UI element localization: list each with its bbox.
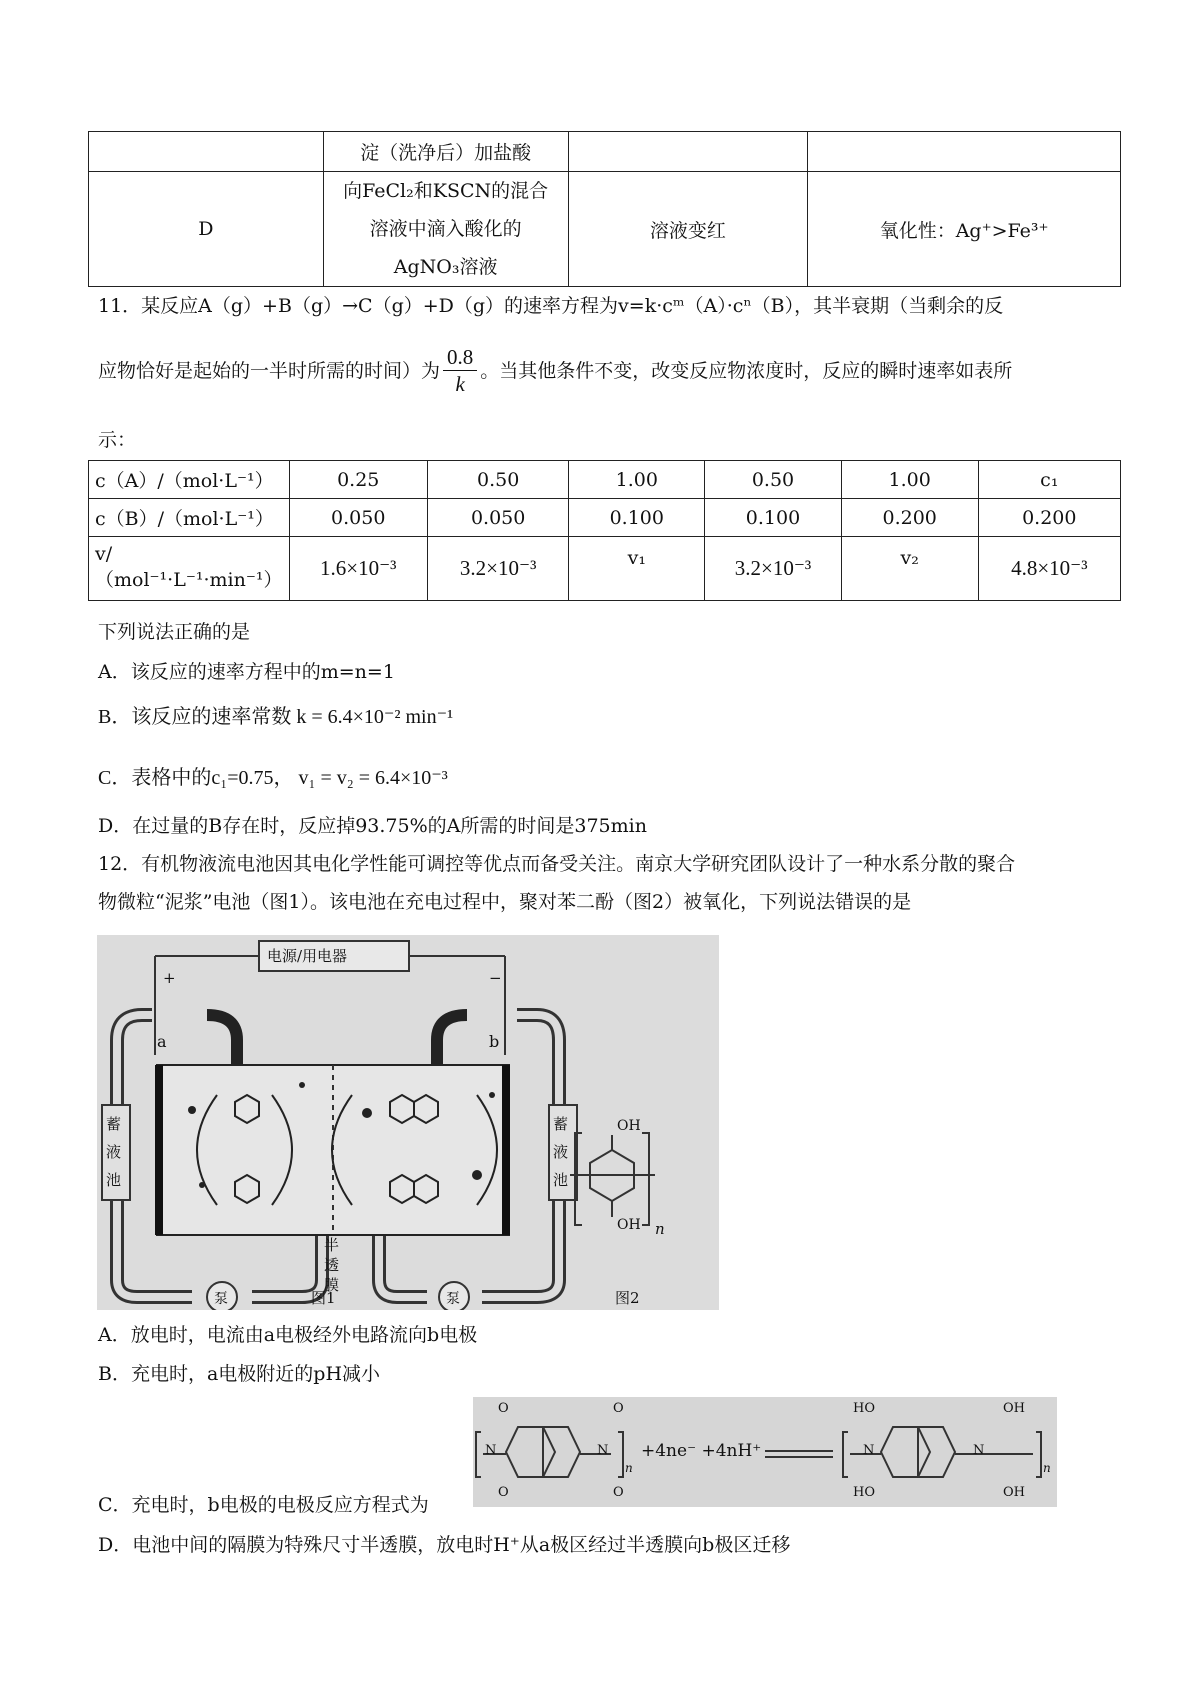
half-life-fraction [443, 346, 477, 395]
eq-n-atom-left-2: N [863, 1443, 875, 1458]
eq-oh-1: OH [1003, 1401, 1025, 1416]
eq-o-1: O [498, 1401, 509, 1416]
fraction-numerator: 0.8 [443, 346, 477, 370]
table-cell: 0.200 [841, 499, 978, 537]
q12-option-d: D．电池中间的隔膜为特殊尺寸半透膜，放电时H⁺从a极区经过半透膜向b极区迁移 [98, 1534, 791, 1556]
phenomenon-cell: 溶液变红 [568, 172, 808, 287]
pump-right-label: 泵 [446, 1291, 460, 1307]
table-cell: v₁ [569, 537, 705, 601]
table-cell: 0.50 [427, 461, 568, 499]
tank-left-label: 蓄液池 [106, 1115, 122, 1189]
eq-reagents: +4ne⁻ +4nH⁺ [641, 1441, 762, 1461]
eq-n-atom-left: N [485, 1443, 497, 1458]
eq-o-3: O [498, 1485, 509, 1500]
table-cell: 1.00 [569, 461, 705, 499]
table-cell [568, 132, 808, 172]
q11-line2-post: 。当其他条件不变，改变反应物浓度时，反应的瞬时速率如表所 [480, 360, 1013, 382]
tank-right-label: 蓄液池 [553, 1115, 569, 1189]
table-cell: 0.25 [289, 461, 427, 499]
q11-option-c: C．表格中的c₁=0.75， v₁ = v₂ = 6.4×10⁻³ [98, 767, 448, 789]
row-label: D [89, 172, 324, 287]
table-cell: 0.100 [569, 499, 705, 537]
equation-diagram [473, 1397, 1057, 1507]
eq-n-atom-right-2: N [973, 1443, 985, 1458]
q12-line2: 物微粒“泥浆”电池（图1）。该电池在充电过程中，聚对苯二酚（图2）被氧化，下列说法错误的是 [98, 891, 912, 913]
eq-o-4: O [613, 1485, 624, 1500]
eq-ho-1: HO [853, 1401, 875, 1416]
table-row [89, 461, 1121, 499]
table-cell: 1.6×10⁻³ [289, 537, 427, 601]
electrode-a-label: a [157, 1032, 167, 1051]
table-cell: 1.00 [841, 461, 978, 499]
q11-prompt: 下列说法正确的是 [98, 621, 251, 643]
q12-option-c: C．充电时，b电极的电极反应方程式为 [98, 1494, 429, 1516]
fig2-caption: 图2 [615, 1289, 640, 1307]
table-cell: c₁ [978, 461, 1120, 499]
table-cell: 0.100 [705, 499, 842, 537]
electrode-equation-figure [473, 1397, 1057, 1507]
battery-figure [97, 935, 719, 1310]
row-label: v/（mol⁻¹·L⁻¹·min⁻¹） [89, 537, 290, 601]
table-row [89, 132, 1121, 172]
row-label: c（B）/（mol·L⁻¹） [89, 499, 290, 537]
fig1-caption: 图1 [311, 1289, 336, 1307]
eq-ho-2: HO [853, 1485, 875, 1500]
table-cell: 0.200 [978, 499, 1120, 537]
membrane-label: 半透膜 [324, 1236, 340, 1294]
table-cell: 淀（洗净后）加盐酸 [323, 132, 568, 172]
table-cell: 0.50 [705, 461, 842, 499]
minus-terminal: − [489, 969, 502, 987]
plus-terminal: + [163, 969, 176, 987]
operation-line: 向FeCl₂和KSCN的混合 [343, 180, 549, 202]
table-cell: 3.2×10⁻³ [427, 537, 568, 601]
fig2-n: n [655, 1220, 665, 1238]
conclusion-cell: 氧化性：Ag⁺>Fe³⁺ [808, 172, 1121, 287]
eq-n-right: n [1043, 1461, 1051, 1475]
table-row [89, 499, 1121, 537]
fig2-oh-bottom: OH [617, 1217, 641, 1233]
table-row [89, 537, 1121, 601]
fig2-oh-top: OH [617, 1118, 641, 1134]
eq-n-left: n [625, 1461, 633, 1475]
operation-line: AgNO₃溶液 [393, 256, 498, 278]
q11-line1: 11．某反应A（g）+B（g）→C（g）+D（g）的速率方程为v=k·cᵐ（A）·cⁿ（B），其半衰期（当剩余的反 [98, 295, 1004, 317]
eq-n-atom-right: N [597, 1443, 609, 1458]
q11-option-b: B．该反应的速率常数 k = 6.4×10⁻² min⁻¹ [98, 706, 454, 728]
table-cell: v₂ [841, 537, 978, 601]
table-row [89, 172, 1121, 287]
q12-option-a: A．放电时，电流由a电极经外电路流向b电极 [98, 1324, 478, 1346]
pump-left-label: 泵 [214, 1291, 228, 1307]
q11-option-d: D．在过量的B存在时，反应掉93.75%的A所需的时间是375min [98, 815, 647, 837]
operation-line: 溶液中滴入酸化的 [369, 218, 522, 240]
q12-line1: 12．有机物液流电池因其电化学性能可调控等优点而备受关注。南京大学研究团队设计了一种水系分散的聚合 [98, 853, 1016, 875]
table-cell: 0.050 [289, 499, 427, 537]
q11-line3: 示： [98, 429, 137, 451]
table-cell: 0.050 [427, 499, 568, 537]
eq-o-2: O [613, 1401, 624, 1416]
eq-oh-2: OH [1003, 1485, 1025, 1500]
q11-line2-pre: 应物恰好是起始的一半时所需的时间）为 [98, 360, 441, 382]
rate-table [88, 460, 1121, 601]
experiment-table [88, 131, 1121, 287]
fraction-denominator: k [455, 371, 465, 396]
table-cell: 4.8×10⁻³ [978, 537, 1120, 601]
q12-option-b: B．充电时，a电极附近的pH减小 [98, 1363, 381, 1385]
power-label: 电源/用电器 [267, 947, 348, 965]
table-cell [808, 132, 1121, 172]
row-label: c（A）/（mol·L⁻¹） [89, 461, 290, 499]
q11-line2 [98, 340, 1012, 402]
table-cell: 3.2×10⁻³ [705, 537, 842, 601]
table-cell [89, 132, 324, 172]
q11-option-a: A．该反应的速率方程中的m=n=1 [98, 661, 395, 683]
electrode-b-label: b [489, 1032, 500, 1051]
operation-cell [323, 172, 568, 287]
